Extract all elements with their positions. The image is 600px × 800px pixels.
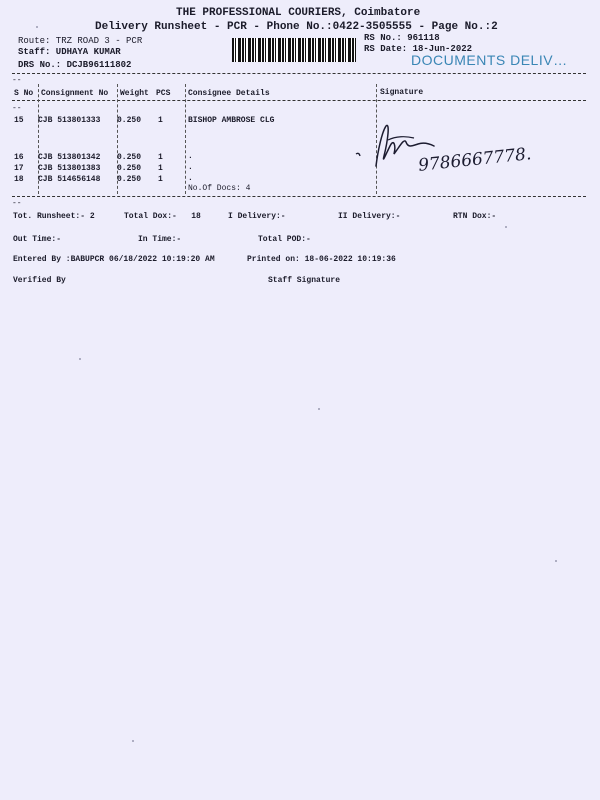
- rs-number: RS No.: 961118: [364, 33, 440, 43]
- documents-delivered-stamp: DOCUMENTS DELIV…: [411, 52, 568, 68]
- col-header-weight: Weight: [120, 89, 149, 98]
- company-title: THE PROFESSIONAL COURIERS, Coimbatore: [176, 7, 421, 19]
- out-time: Out Time:-: [13, 235, 62, 244]
- row-consignee: .: [188, 163, 193, 172]
- col-header-sno: S No: [14, 89, 34, 98]
- handwritten-phone: 9786667778.: [417, 144, 533, 176]
- row-consignee: BISHOP AMBROSE CLG: [188, 116, 275, 125]
- scan-speck: [132, 740, 134, 742]
- col-header-consignee: Consignee Details: [188, 89, 270, 98]
- tot-runsheet: Tot. Runsheet:- 2: [13, 212, 95, 221]
- row-pcs: 1: [158, 175, 163, 184]
- verified-by: Verified By: [13, 276, 66, 285]
- row-sno: 18: [14, 175, 24, 184]
- scan-speck: [318, 408, 320, 410]
- col-header-consignment: Consignment No: [41, 89, 109, 98]
- i-delivery: I Delivery:-: [228, 212, 286, 221]
- divider-mark: --: [12, 104, 22, 113]
- staff-signature: Staff Signature: [268, 276, 341, 285]
- row-sno: 17: [14, 164, 24, 173]
- staff-label: Staff: UDHAYA KUMAR: [18, 47, 121, 57]
- row-consignee: .: [188, 152, 193, 161]
- col-header-signature: Signature: [380, 88, 424, 97]
- divider-mark: --: [12, 199, 22, 208]
- route-label: Route: TRZ ROAD 3 - PCR: [18, 36, 143, 46]
- row-weight: 0.250: [117, 116, 142, 125]
- row-pcs: 1: [158, 164, 163, 173]
- barcode-image: [232, 38, 356, 62]
- row-pcs: 1: [158, 116, 163, 125]
- divider: [12, 100, 586, 101]
- col-header-pcs: PCS: [156, 89, 171, 98]
- printed-on: Printed on: 18-06-2022 10:19:36: [247, 255, 396, 264]
- scan-speck: [505, 226, 507, 228]
- row-sno: 15: [14, 116, 24, 125]
- entered-by: Entered By :BABUPCR 06/18/2022 10:19:20 AM: [13, 255, 215, 264]
- row-consignment: CJB 514656148: [38, 175, 101, 184]
- scan-speck: [36, 26, 38, 28]
- docs-count: No.Of Docs: 4: [188, 184, 251, 193]
- scan-speck: [79, 358, 81, 360]
- scan-speck: [555, 560, 557, 562]
- row-sno: 16: [14, 153, 24, 162]
- in-time: In Time:-: [138, 235, 182, 244]
- row-consignment: CJB 513801342: [38, 153, 101, 162]
- row-weight: 0.250: [117, 164, 142, 173]
- ii-delivery: II Delivery:-: [338, 212, 401, 221]
- row-weight: 0.250: [117, 153, 142, 162]
- divider: [12, 73, 586, 74]
- rtn-dox: RTN Dox:-: [453, 212, 497, 221]
- row-consignee: .: [188, 174, 193, 183]
- row-consignment: CJB 513801383: [38, 164, 101, 173]
- runsheet-subtitle: Delivery Runsheet - PCR - Phone No.:0422-3505555 - Page No.:2: [95, 21, 498, 33]
- drs-number: DRS No.: DCJB96111802: [18, 60, 132, 70]
- column-separator: [185, 84, 186, 194]
- divider: [12, 196, 586, 197]
- total-dox: Total Dox:- 18: [124, 212, 201, 221]
- rs-date: RS Date: 18-Jun-2022: [364, 44, 473, 54]
- divider-mark: --: [12, 76, 22, 85]
- row-consignment: CJB 513801333: [38, 116, 101, 125]
- row-weight: 0.250: [117, 175, 142, 184]
- row-pcs: 1: [158, 153, 163, 162]
- total-pod: Total POD:-: [258, 235, 311, 244]
